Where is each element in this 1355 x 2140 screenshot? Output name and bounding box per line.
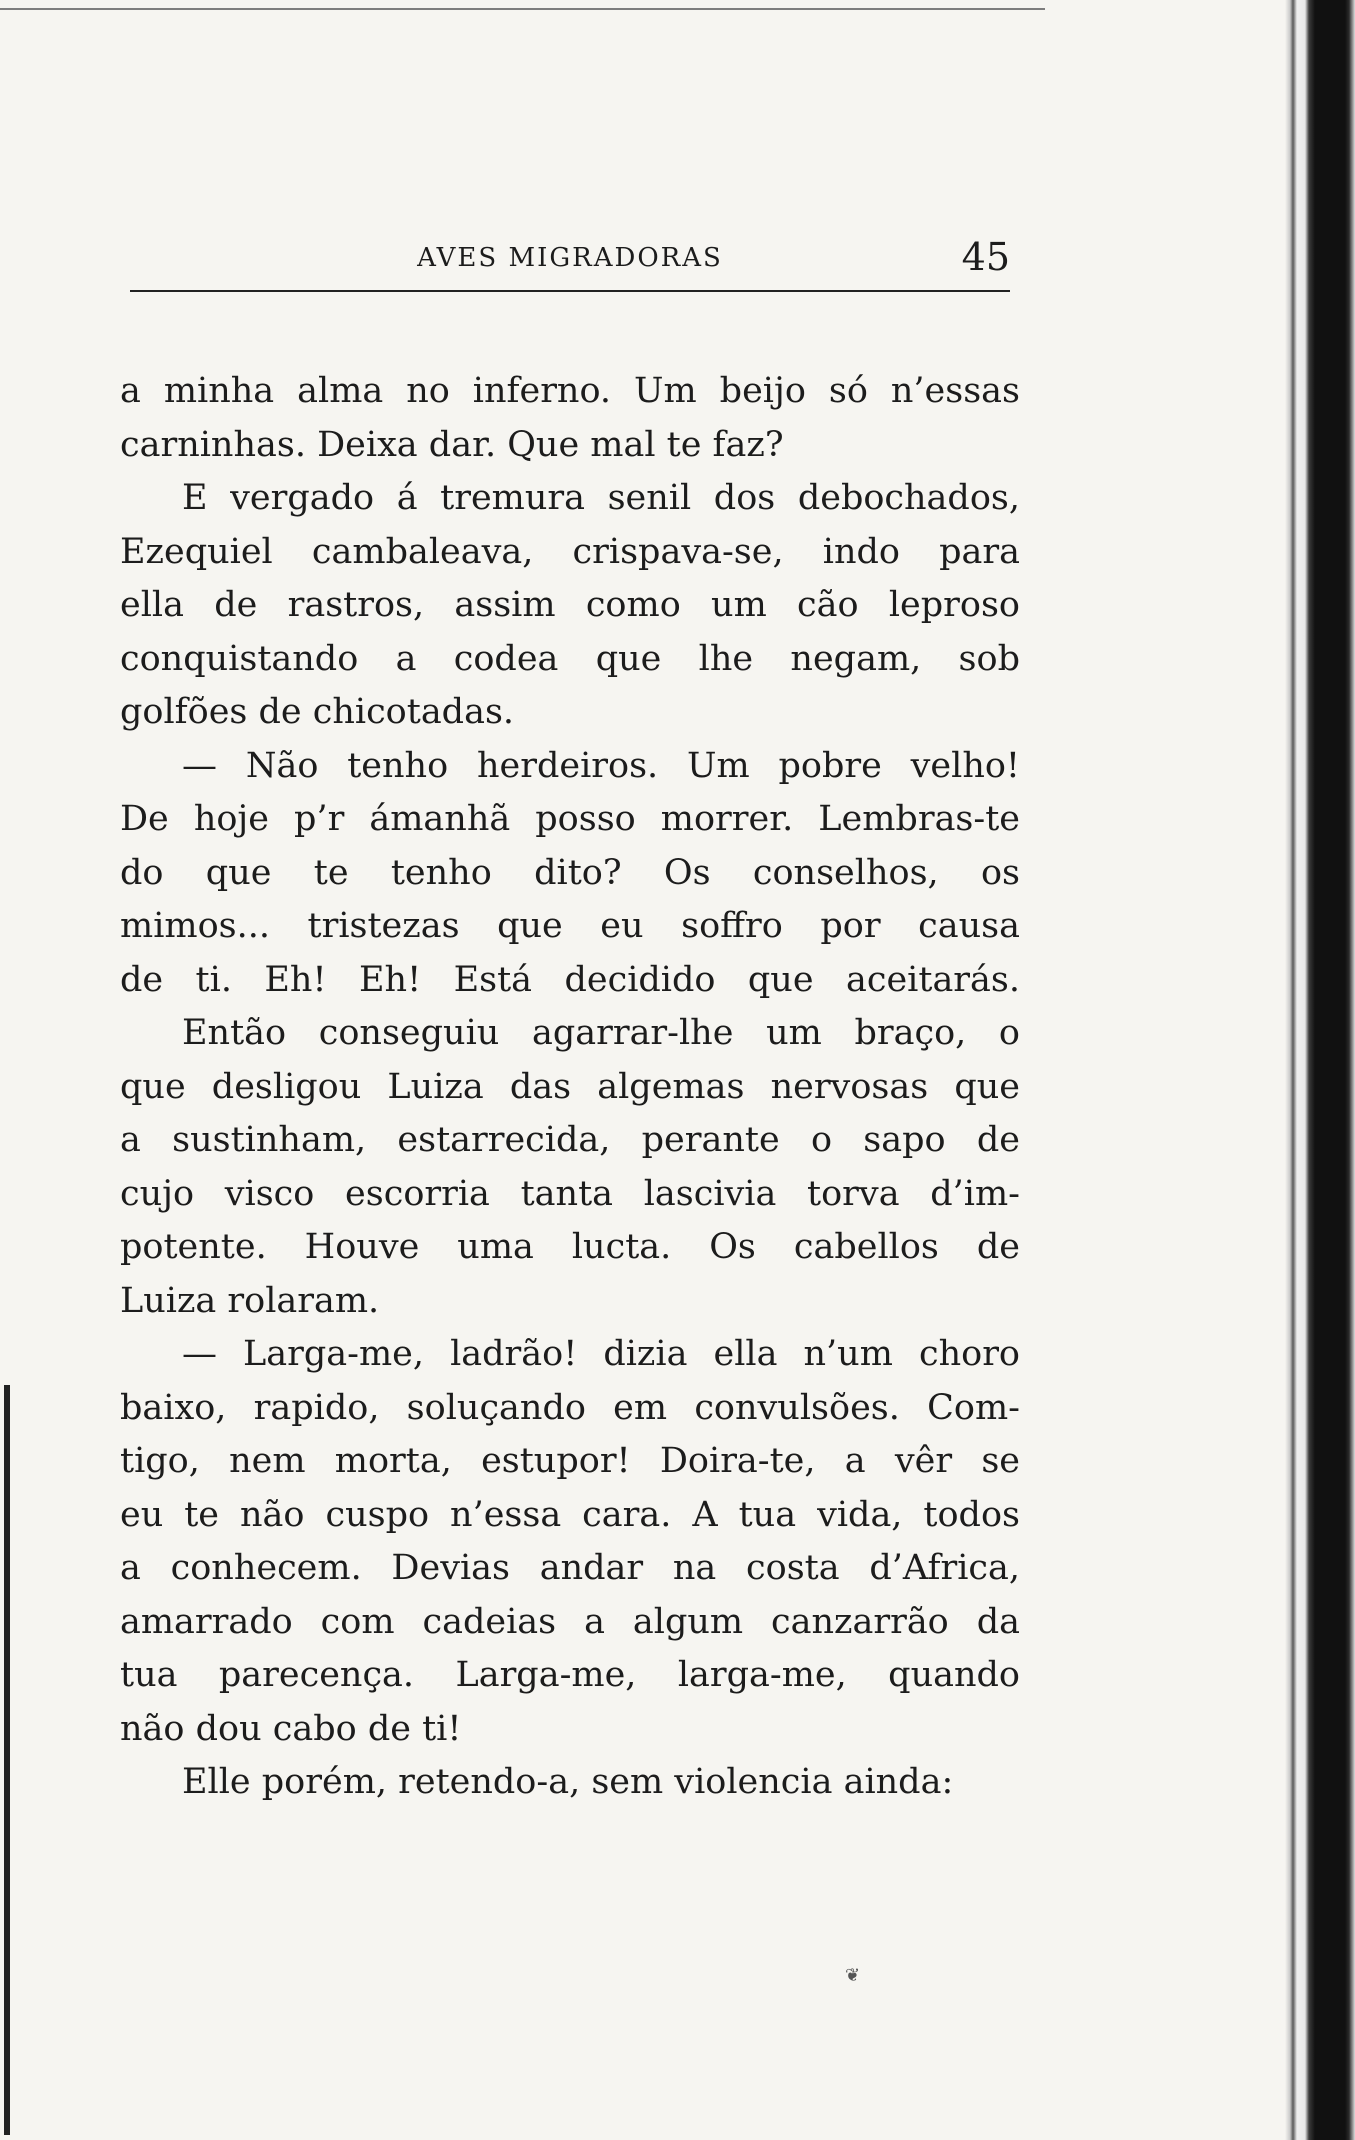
text-line: do que te tenho dito? Os conselhos, os — [120, 852, 1020, 893]
text-line: amarrado com cadeias a algum canzarrão da — [120, 1601, 1020, 1642]
text-line: tua parecença. Larga-me, larga-me, quando — [120, 1655, 1020, 1695]
printer-mark: ❦ — [845, 1965, 861, 1986]
text-line: carninhas. Deixa dar. Que mal te faz? — [120, 424, 784, 465]
book-edge-left — [4, 1385, 10, 2135]
text-line: baixo, rapido, soluçando em convulsões. Com- — [120, 1387, 1020, 1428]
text-line: a minha alma no inferno. Um beijo só n’essas — [120, 371, 1020, 411]
page-header — [130, 235, 1010, 285]
text-line: E vergado á tremura senil dos debochados, — [182, 478, 1020, 518]
text-line: de ti. Eh! Eh! Está decidido que aceitarás. — [120, 959, 1020, 1000]
text-line: golfões de chicotadas. — [120, 692, 515, 732]
text-line: — Larga-me, ladrão! dizia ella n’um choro — [182, 1334, 1020, 1374]
text-line: Ezequiel cambaleava, crispava-se, indo para — [120, 531, 1020, 572]
text-line: ella de rastros, assim como um cão leproso — [120, 585, 1020, 625]
text-line: Então conseguiu agarrar-lhe um braço, o — [182, 1013, 1020, 1053]
text-line: que desligou Luiza das algemas nervosas que — [120, 1066, 1020, 1107]
text-line: tigo, nem morta, estupor! Doira-te, a vêr se — [120, 1441, 1020, 1481]
text-line: mimos... tristezas que eu soffro por causa — [120, 906, 1020, 946]
text-line: — Não tenho herdeiros. Um pobre velho! — [182, 745, 1020, 786]
text-line: De hoje p’r ámanhã posso morrer. Lembras-te — [120, 799, 1020, 839]
text-line: Elle porém, retendo-a, sem violencia ainda: — [182, 1762, 954, 1802]
text-line: a sustinham, estarrecida, perante o sapo de — [120, 1120, 1020, 1160]
text-line: a conhecem. Devias andar na costa d’Africa, — [120, 1548, 1020, 1588]
text-line: potente. Houve uma lucta. Os cabellos de — [120, 1227, 1020, 1267]
text-line: conquistando a codea que lhe negam, sob — [120, 638, 1020, 679]
text-line: eu te não cuspo n’essa cara. A tua vida, todos — [120, 1494, 1020, 1535]
text-line: cujo visco escorria tanta lascivia torva d’im- — [120, 1173, 1020, 1214]
page-number: 45 — [961, 235, 1010, 279]
page-top-edge — [0, 8, 1045, 10]
book-spine-right — [1285, 0, 1355, 2140]
header-rule — [130, 290, 1010, 292]
text-line: Luiza rolaram. — [120, 1280, 380, 1321]
text-line: não dou cabo de ti! — [120, 1708, 462, 1749]
body-text — [120, 365, 1020, 1810]
running-title: AVES MIGRADORAS — [417, 243, 723, 273]
